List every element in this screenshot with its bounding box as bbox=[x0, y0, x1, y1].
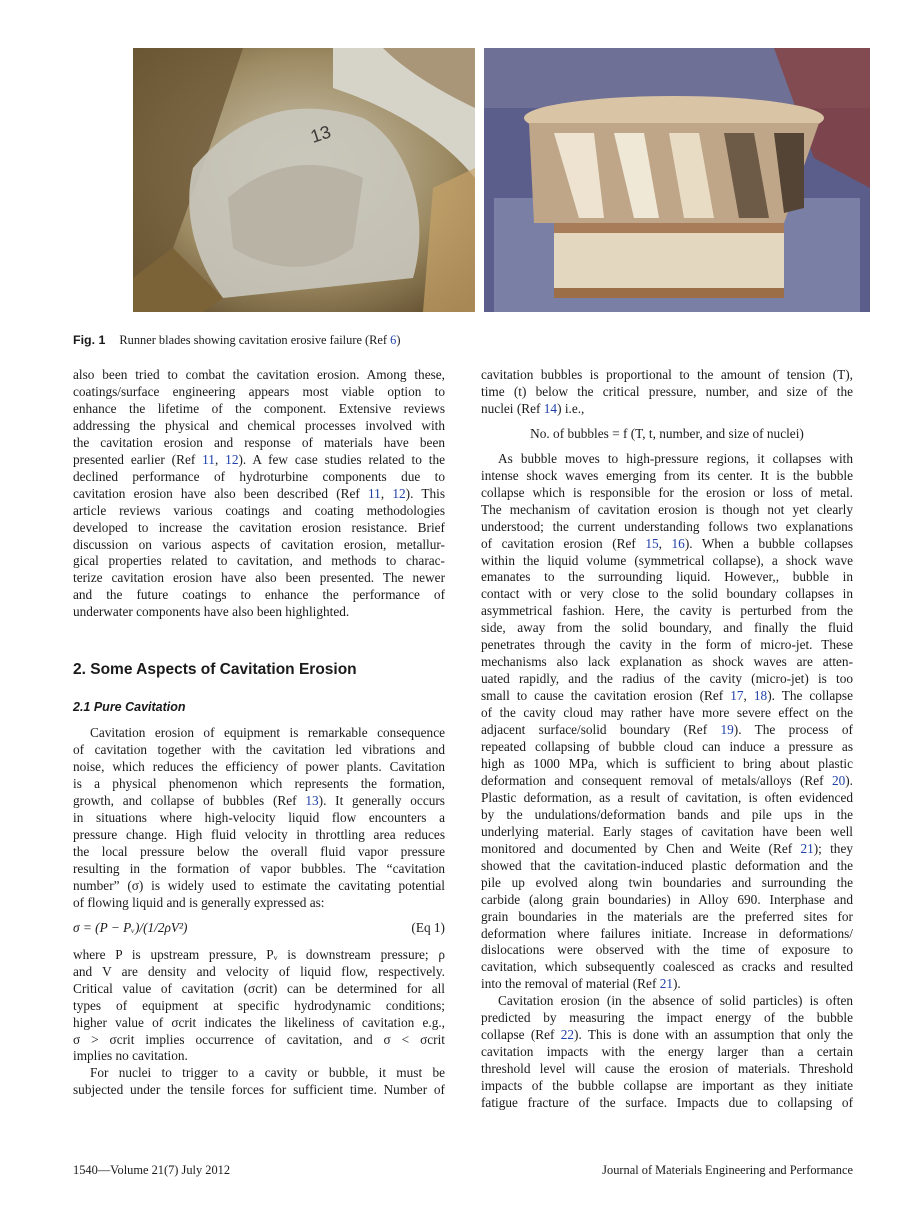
text-line: article reviews various coatings and coating methodologies bbox=[73, 502, 445, 518]
text-run: adjacent surface/solid boundary (Ref bbox=[481, 722, 721, 738]
text-line: cavitation impacts with the energy larger than a certain bbox=[481, 1044, 853, 1060]
text-line: of the cavity cloud may rather have more severe effect on the bbox=[481, 705, 853, 721]
text-line: discussion on various aspects of cavitation erosion, metallur- bbox=[73, 536, 445, 552]
text-run: ). A few case studies related to the bbox=[238, 451, 445, 467]
ref-link[interactable]: 11 bbox=[202, 451, 215, 467]
text-line bbox=[481, 841, 853, 858]
text-line: understood; the current understanding follows two explanations bbox=[481, 518, 853, 534]
text-line: resulting in the formation of vapor bubbles. The “cavitation bbox=[73, 860, 445, 876]
text-line: predicted by measuring the impact energy of the bubble bbox=[481, 1010, 853, 1026]
text-run: into the removal of material (Ref bbox=[481, 976, 660, 992]
text-line: subjected under the tensile forces for sufficient time. Number of bbox=[73, 1082, 445, 1098]
text-run: deformation and consequent removal of metals/alloys (Ref bbox=[481, 772, 832, 788]
text-line: and V are density and velocity of liquid flow, respectively. bbox=[73, 963, 445, 979]
text-run: ). The collapse bbox=[767, 688, 853, 704]
text-line: emanates to the surrounding liquid. However,, bubble in bbox=[481, 569, 853, 585]
text-line bbox=[481, 1027, 853, 1044]
ref-link[interactable]: 22 bbox=[560, 1027, 575, 1043]
ref-link[interactable]: 18 bbox=[753, 688, 768, 704]
text-line: higher value of σcrit indicates the likeliness of cavitation e.g., bbox=[73, 1014, 445, 1030]
ref-link[interactable]: 11 bbox=[368, 485, 381, 501]
text-line: showed that the cavitation-induced plastic deformation and the bbox=[481, 857, 853, 873]
text-line: Cavitation erosion of equipment is remarkable consequence bbox=[90, 725, 445, 741]
text-line: asymmetrical fashion. Here, the cavity is perturbed from the bbox=[481, 603, 853, 619]
intro-paragraph bbox=[73, 367, 445, 621]
text-line: pile up evolved along twin boundaries and surrounding the bbox=[481, 874, 853, 890]
text-line: contact with or very close to the solid boundary collapses in bbox=[481, 586, 853, 602]
ref-link[interactable]: 6 bbox=[390, 333, 397, 347]
text-line bbox=[481, 976, 853, 993]
text-line: grain boundaries in the materials are the preferred sites for bbox=[481, 908, 853, 924]
equation-2: No. of bubbles = f (T, t, number, and size of nuclei) bbox=[530, 425, 804, 441]
text-run: monitored and documented by Chen and Weite (Ref bbox=[481, 840, 801, 856]
text-line: of flowing liquid and is generally expressed as: bbox=[73, 894, 325, 910]
text-run: ). This is done with an assumption that only the bbox=[574, 1027, 853, 1043]
text-line: threshold level will cause the erosion of materials. Threshold bbox=[481, 1061, 853, 1077]
text-line: cavitation erosion have also been described (Ref 11, 12). This bbox=[73, 485, 445, 501]
text-line: terize cavitation erosion have also been presented. The newer bbox=[73, 570, 445, 586]
text-line: carbide (along grain boundaries) in Alloy 690. Interphase and bbox=[481, 891, 853, 907]
text-line: high as 1000 MPa, which is sufficient to bring about plastic bbox=[481, 755, 853, 771]
text-run: of cavitation erosion (Ref bbox=[481, 535, 646, 551]
text-line: Plastic deformation, as a result of cavitation, is often evidenced bbox=[481, 789, 853, 805]
text-line bbox=[481, 722, 853, 739]
figure-label: Fig. 1 bbox=[73, 333, 106, 347]
text-run: ). This bbox=[405, 485, 445, 501]
text-line: side, away from the solid boundary, and finally the fluid bbox=[481, 620, 853, 636]
text-line: σ > σcrit implies occurrence of cavitation, and σ < σcrit bbox=[73, 1031, 445, 1047]
text-line: developed to increase the cavitation erosion resistance. Brief bbox=[73, 519, 445, 535]
subsection-heading: 2.1 Pure Cavitation bbox=[73, 700, 186, 715]
text-line: pressure change. High fluid velocity in throttling area reduces bbox=[73, 827, 445, 843]
collapse-paragraph bbox=[481, 451, 853, 994]
ref-link[interactable]: 15 bbox=[645, 535, 659, 551]
text-line: within the liquid volume (symmetrical collapse), a shock wave bbox=[481, 552, 853, 568]
text-line: As bubble moves to high-pressure regions, it collapses with bbox=[498, 450, 853, 466]
footer-journal: Journal of Materials Engineering and Performance bbox=[602, 1163, 853, 1177]
text-line: For nuclei to trigger to a cavity or bubble, it must be bbox=[90, 1065, 445, 1081]
text-line: impacts of the bubble collapse are important as they initiate bbox=[481, 1078, 853, 1094]
text-line: cavitation bubbles is proportional to the amount of tension (T), bbox=[481, 367, 853, 382]
text-line: enhance the lifetime of the component. Extensive reviews bbox=[73, 400, 445, 416]
text-line: in situations where high-velocity liquid flow encounters a bbox=[73, 810, 445, 826]
nuclei-paragraph bbox=[73, 1065, 445, 1099]
text-line: small to cause the cavitation erosion (Ref 17, 18). The collapse bbox=[481, 688, 853, 704]
ref-link[interactable]: 12 bbox=[225, 451, 239, 467]
equation-1 bbox=[73, 920, 445, 937]
ref-link[interactable]: 21 bbox=[659, 976, 673, 992]
ref-link[interactable]: 17 bbox=[730, 688, 744, 704]
text-line: mechanisms also lack explanation as shock waves are atten- bbox=[481, 654, 853, 670]
text-line: the local pressure below the overall fluid vapor pressure bbox=[73, 843, 445, 859]
text-line: and the future coatings to enhance the performance of bbox=[73, 587, 445, 603]
definitions-paragraph bbox=[73, 947, 445, 1066]
text-line: cavitation, which subsequently coalesced as cracks and resulted bbox=[481, 959, 853, 975]
bubbles-paragraph bbox=[481, 367, 853, 418]
text-line: intense shock waves emerging from its center. It is the bubble bbox=[481, 467, 853, 483]
text-run: ); they bbox=[813, 840, 853, 856]
text-line: The mechanism of cavitation erosion is though not yet clearly bbox=[481, 501, 853, 517]
text-line: also been tried to combat the cavitation erosion. Among these, bbox=[73, 367, 445, 382]
text-run: ). bbox=[845, 772, 853, 788]
text-line: coatings/surface engineering appears most viable option to bbox=[73, 383, 445, 399]
ref-link[interactable]: 19 bbox=[720, 722, 734, 738]
footer-volume: 1540—Volume 21(7) July 2012 bbox=[73, 1163, 231, 1177]
text-line: of cavitation together with the cavitation led vibrations and bbox=[73, 742, 445, 758]
text-run: ) i.e., bbox=[557, 400, 585, 416]
text-line: number” (σ) is widely used to estimate the cavitating potential bbox=[73, 877, 445, 893]
text-run: growth, and collapse of bubbles (Ref bbox=[73, 793, 306, 809]
ref-link[interactable]: 13 bbox=[305, 793, 319, 809]
pure-cavitation-paragraph bbox=[73, 725, 445, 911]
text-line: the cavitation erosion and response of materials have been bbox=[73, 434, 445, 450]
text-line: where P is upstream pressure, Pᵥ is downstream pressure; ρ bbox=[73, 946, 445, 962]
text-line: gical properties related to cavitation, and methods to charac- bbox=[73, 553, 445, 569]
text-line: implies no cavitation. bbox=[73, 1048, 188, 1064]
text-run: ). bbox=[673, 976, 681, 992]
section-heading: 2. Some Aspects of Cavitation Erosion bbox=[73, 661, 357, 679]
right-column bbox=[481, 367, 853, 1112]
text-line bbox=[73, 793, 445, 810]
text-line: addressing the physical and chemical processes involved with bbox=[73, 417, 445, 433]
text-line: deformation where failures initiate. Increase in deformations/ bbox=[481, 925, 853, 941]
ref-link[interactable]: 21 bbox=[800, 840, 814, 856]
caption-end: ) bbox=[396, 333, 401, 347]
text-line: underwater components have also been highlighted. bbox=[73, 604, 350, 620]
text-run: ). It generally occurs bbox=[318, 793, 445, 809]
text-run: ). When a bubble collapses bbox=[684, 535, 854, 551]
text-line bbox=[481, 401, 853, 418]
text-run: collapse (Ref bbox=[481, 1027, 561, 1043]
text-line: underlying material. Early stages of cavitation have been well bbox=[481, 823, 853, 839]
equation-number: (Eq 1) bbox=[411, 919, 445, 935]
ref-link[interactable]: 20 bbox=[831, 772, 846, 788]
text-line: types of equipment at specific hydrodynamic conditions; bbox=[73, 997, 445, 1013]
text-line: Critical value of cavitation (σcrit) can be determined for all bbox=[73, 980, 445, 996]
text-line: presented earlier (Ref 11, 12). A few case studies related to the bbox=[73, 451, 445, 467]
figure-caption bbox=[73, 333, 401, 348]
text-line: uated rapidly, and the radius of the cavity (micro-jet) is too bbox=[481, 671, 853, 687]
text-run: cavitation erosion have also been described (Ref bbox=[73, 485, 369, 501]
equation-text: σ = (P − Pᵥ)/(1/2ρV²) bbox=[73, 919, 188, 935]
photo-marking-text: 13 bbox=[308, 121, 334, 147]
text-line bbox=[481, 773, 853, 790]
ref-link[interactable]: 16 bbox=[671, 535, 685, 551]
ref-link[interactable]: 14 bbox=[543, 400, 558, 416]
text-run: ). The process of bbox=[733, 722, 853, 738]
runner-blade-photo-left bbox=[133, 48, 475, 312]
text-line: repeated collapsing of bubble cloud can induce a pressure as bbox=[481, 739, 853, 755]
text-line: penetrates through the cavity in the form of micro-jet. These bbox=[481, 637, 853, 653]
caption-text: Runner blades showing cavitation erosive failure (Ref bbox=[119, 333, 391, 347]
runner-blade-photo-right bbox=[484, 48, 870, 312]
text-line: time (t) below the critical pressure, number, and size of the bbox=[481, 383, 853, 399]
impact-energy-paragraph bbox=[481, 993, 853, 1112]
text-run: nuclei (Ref bbox=[481, 400, 544, 416]
text-line: noise, which reduces the efficiency of power plants. Cavitation bbox=[73, 759, 445, 775]
text-line: fatigue fracture of the surface. Impacts due to collapsing of bbox=[481, 1095, 853, 1111]
text-run: small to cause the cavitation erosion (Ref bbox=[481, 688, 731, 704]
text-line: collapse which is responsible for the erosion or loss of metal. bbox=[481, 484, 853, 500]
text-run: presented earlier (Ref bbox=[73, 451, 203, 467]
text-line: of cavitation erosion (Ref 15, 16). When a bubble collapses bbox=[481, 535, 854, 551]
left-column bbox=[73, 367, 445, 1099]
text-line: declined performance of hydroturbine components due to bbox=[73, 468, 445, 484]
text-line: Cavitation erosion (in the absence of solid particles) is often bbox=[498, 993, 853, 1009]
text-line: is a physical phenomenon which represents the formation, bbox=[73, 776, 445, 792]
ref-link[interactable]: 12 bbox=[392, 485, 406, 501]
text-line: dislocations were observed with the time of exposure to bbox=[481, 942, 853, 958]
text-line: by the undulations/deformation bands and pile ups in the bbox=[481, 806, 853, 822]
